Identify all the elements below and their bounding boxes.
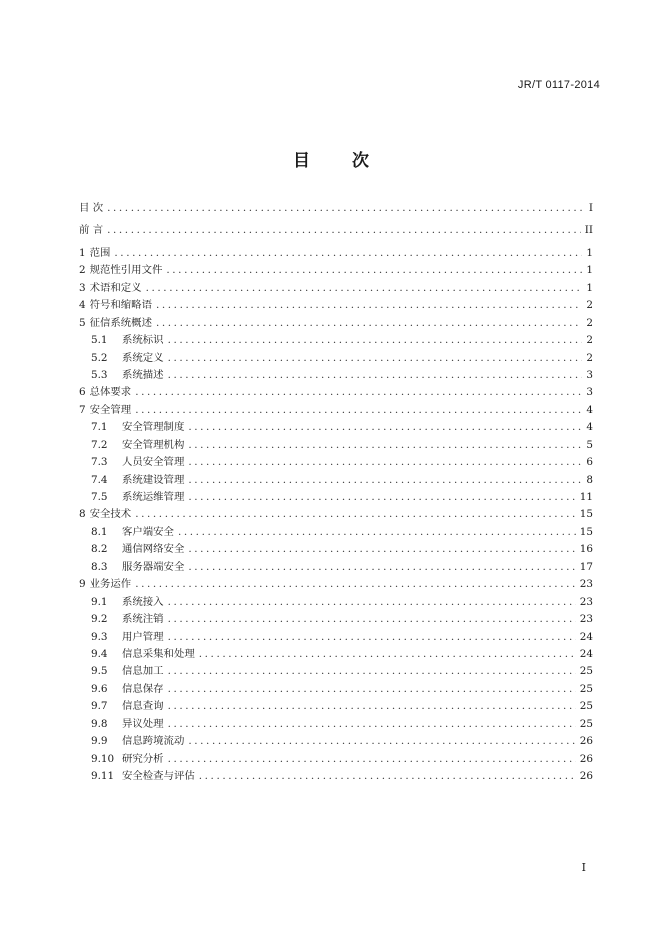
toc-entry-page: 3 xyxy=(586,368,593,381)
toc-entry[interactable] xyxy=(79,418,593,435)
toc-entry[interactable] xyxy=(79,261,593,278)
toc-entry[interactable] xyxy=(79,732,593,749)
toc-dot-leader xyxy=(107,202,585,214)
toc-entry-label: 范围 xyxy=(89,246,111,259)
toc-entry-number: 8.3 xyxy=(91,560,108,573)
toc-entry[interactable] xyxy=(79,366,593,383)
toc-entry[interactable] xyxy=(79,750,593,767)
toc-entry-label: 前 言 xyxy=(79,224,104,237)
toc-entry-page: 3 xyxy=(586,386,593,399)
toc-entry-number: 9.1 xyxy=(91,595,108,608)
toc-entry[interactable] xyxy=(79,488,593,505)
toc-entry-number: 9.9 xyxy=(91,735,108,748)
toc-dot-leader xyxy=(188,456,582,468)
toc-dot-leader xyxy=(168,369,583,381)
document-code: JR/T 0117-2014 xyxy=(517,79,600,91)
toc-entry-number: 9.11 xyxy=(91,770,115,782)
toc-dot-leader xyxy=(114,247,582,259)
toc-entry-number: 9 xyxy=(79,578,86,591)
toc-dot-leader xyxy=(188,421,582,433)
toc-entry[interactable] xyxy=(79,558,593,575)
toc-dot-leader xyxy=(188,491,575,503)
toc-entry-number: 9.6 xyxy=(91,682,108,695)
toc-entry-number: 9.2 xyxy=(91,613,108,626)
toc-entry-label: 符号和缩略语 xyxy=(89,299,152,312)
toc-entry-number: 7.3 xyxy=(91,456,108,469)
toc-dot-leader xyxy=(156,317,582,329)
toc-entry-label: 信息采集和处理 xyxy=(122,647,195,660)
toc-entry-page: 1 xyxy=(586,264,593,277)
toc-dot-leader xyxy=(107,224,581,236)
toc-entry-page: 15 xyxy=(579,525,593,538)
toc-entry-number: 8 xyxy=(79,508,86,521)
toc-dot-leader xyxy=(168,352,583,364)
toc-entry[interactable] xyxy=(79,680,593,697)
toc-entry-label: 系统标识 xyxy=(122,334,164,347)
toc-entry-label: 系统运维管理 xyxy=(122,491,185,503)
toc-dot-leader xyxy=(168,753,576,765)
toc-entry-number: 9.10 xyxy=(91,752,115,765)
toc-entry-label: 总体要求 xyxy=(89,386,132,399)
toc-entry[interactable] xyxy=(79,383,593,400)
toc-entry-label: 服务器端安全 xyxy=(122,560,185,573)
toc-entry-page: 4 xyxy=(586,403,593,416)
toc-entry-page: 1 xyxy=(586,246,593,259)
toc-entry[interactable] xyxy=(79,244,593,261)
toc-entry-page: 15 xyxy=(579,508,593,521)
toc-entry[interactable] xyxy=(79,697,593,714)
toc-entry-page: 25 xyxy=(579,700,593,713)
toc-entry[interactable] xyxy=(79,296,593,313)
toc-entry-number: 3 xyxy=(79,281,86,294)
toc-entry-number: 8.1 xyxy=(91,525,108,538)
toc-entry-page: 23 xyxy=(579,613,593,626)
toc-entry-page: II xyxy=(584,224,593,237)
toc-entry[interactable] xyxy=(79,540,593,557)
toc-entry-label: 术语和定义 xyxy=(89,281,142,294)
toc-entry-number: 7.5 xyxy=(91,491,108,503)
toc-entry-page: 5 xyxy=(586,438,593,451)
toc-entry[interactable] xyxy=(79,593,593,610)
toc-entry[interactable] xyxy=(79,610,593,627)
toc-dot-leader xyxy=(156,299,582,311)
toc-entry-label: 通信网络安全 xyxy=(122,543,185,556)
toc-entry-page: 4 xyxy=(586,421,593,434)
toc-entry-number: 5.1 xyxy=(91,334,108,347)
toc-entry-label: 安全管理机构 xyxy=(122,438,185,451)
toc-entry[interactable] xyxy=(79,471,593,488)
toc-entry-label: 安全管理 xyxy=(89,403,132,416)
toc-entry-number: 9.8 xyxy=(91,717,108,730)
toc-entry-page: 24 xyxy=(579,647,593,660)
toc-dot-leader xyxy=(168,631,576,643)
toc-entry-label: 系统描述 xyxy=(122,368,164,381)
toc-entry-page: 2 xyxy=(586,316,593,329)
toc-entry[interactable] xyxy=(79,199,593,216)
toc-dot-leader xyxy=(146,282,583,294)
page-title: 目 次 xyxy=(293,151,387,171)
toc-entry[interactable] xyxy=(79,575,593,592)
toc-entry-page: 26 xyxy=(579,735,593,748)
toc-entry[interactable] xyxy=(79,279,593,296)
toc-entry-label: 系统建设管理 xyxy=(122,473,185,486)
toc-entry-label: 异议处理 xyxy=(122,717,164,730)
toc-entry-label: 安全检查与评估 xyxy=(122,770,195,782)
toc-entry-page: 17 xyxy=(579,560,593,573)
toc-dot-leader xyxy=(188,474,582,486)
toc-dot-leader xyxy=(188,735,575,747)
toc-entry-label: 系统接入 xyxy=(122,595,164,608)
toc-dot-leader xyxy=(168,596,576,608)
toc-entry-label: 信息跨境流动 xyxy=(122,735,185,748)
toc-dot-leader xyxy=(168,665,576,677)
toc-entry[interactable] xyxy=(79,436,593,453)
toc-dot-leader xyxy=(168,613,576,625)
toc-entry-number: 7.1 xyxy=(91,421,108,434)
toc-dot-leader xyxy=(168,718,576,730)
toc-entry-label: 用户管理 xyxy=(122,630,164,643)
toc-dot-leader xyxy=(168,700,576,712)
toc-dot-leader xyxy=(135,386,582,398)
toc-entry-label: 安全管理制度 xyxy=(122,421,185,434)
toc-entry-page: 2 xyxy=(586,351,593,364)
toc-entry-page: 24 xyxy=(579,630,593,643)
toc-entry-label: 目 次 xyxy=(79,202,104,214)
toc-entry-label: 系统注销 xyxy=(122,613,164,626)
toc-dot-leader xyxy=(188,543,575,555)
toc-entry-page: 6 xyxy=(586,456,593,469)
toc-dot-leader xyxy=(178,526,576,538)
toc-entry-label: 规范性引用文件 xyxy=(89,264,163,277)
toc-dot-leader xyxy=(168,683,576,695)
toc-entry-number: 1 xyxy=(79,246,86,259)
toc-entry[interactable] xyxy=(79,715,593,732)
toc-entry[interactable] xyxy=(79,645,593,662)
toc-dot-leader xyxy=(199,770,576,782)
toc-entry-label: 系统定义 xyxy=(122,351,164,364)
toc-entry-page: 11 xyxy=(579,491,593,503)
toc-entry-page: 25 xyxy=(579,717,593,730)
toc-entry[interactable] xyxy=(79,331,593,348)
toc-entry-number: 9.7 xyxy=(91,700,108,713)
toc-entry-number: 4 xyxy=(79,299,86,312)
toc-entry-number: 9.3 xyxy=(91,630,108,643)
toc-dot-leader xyxy=(188,439,582,451)
toc-entry-number: 7.4 xyxy=(91,473,108,486)
toc-entry-label: 人员安全管理 xyxy=(122,456,185,469)
toc-entry-number: 6 xyxy=(79,386,86,399)
toc-entry[interactable] xyxy=(79,221,593,238)
toc-entry-page: 26 xyxy=(579,770,593,782)
table-of-contents xyxy=(79,199,593,784)
toc-entry-number: 5.3 xyxy=(91,368,108,381)
toc-entry-number: 9.4 xyxy=(91,647,108,660)
toc-entry-page: 2 xyxy=(586,334,593,347)
toc-entry-number: 5 xyxy=(79,316,86,329)
toc-entry-label: 信息加工 xyxy=(122,665,164,678)
toc-dot-leader xyxy=(135,404,582,416)
toc-entry-label: 业务运作 xyxy=(89,578,132,591)
toc-dot-leader xyxy=(199,648,576,660)
toc-entry-number: 7 xyxy=(79,403,86,416)
toc-dot-leader xyxy=(166,264,582,276)
toc-dot-leader xyxy=(188,561,575,573)
toc-entry-page: 8 xyxy=(586,473,593,486)
toc-entry-number: 2 xyxy=(79,264,86,277)
page-number: I xyxy=(581,861,586,874)
toc-entry[interactable] xyxy=(79,349,593,366)
toc-entry-page: 25 xyxy=(579,665,593,678)
toc-entry-page: 16 xyxy=(579,543,593,556)
toc-entry-label: 信息查询 xyxy=(122,700,164,713)
toc-entry-page: 23 xyxy=(579,595,593,608)
toc-entry[interactable] xyxy=(79,767,593,784)
toc-entry-number: 9.5 xyxy=(91,665,108,678)
toc-entry-page: 23 xyxy=(579,578,593,591)
toc-entry-page: 26 xyxy=(579,752,593,765)
toc-entry[interactable] xyxy=(79,523,593,540)
toc-entry-number: 7.2 xyxy=(91,438,108,451)
toc-entry[interactable] xyxy=(79,628,593,645)
toc-dot-leader xyxy=(135,578,576,590)
toc-entry[interactable] xyxy=(79,453,593,470)
toc-entry-label: 信息保存 xyxy=(122,682,164,695)
toc-entry[interactable] xyxy=(79,662,593,679)
toc-entry-number: 5.2 xyxy=(91,351,108,364)
toc-entry-number: 8.2 xyxy=(91,543,108,556)
toc-entry-label: 征信系统概述 xyxy=(89,316,152,329)
toc-dot-leader xyxy=(168,334,583,346)
toc-entry-page: 1 xyxy=(586,281,593,294)
toc-entry[interactable] xyxy=(79,505,593,522)
toc-entry-page: 2 xyxy=(586,299,593,312)
toc-entry[interactable] xyxy=(79,401,593,418)
toc-entry[interactable] xyxy=(79,314,593,331)
toc-entry-label: 客户端安全 xyxy=(122,525,174,538)
toc-entry-page: 25 xyxy=(579,682,593,695)
toc-entry-label: 安全技术 xyxy=(89,508,132,521)
toc-entry-page: I xyxy=(588,202,593,214)
toc-entry-label: 研究分析 xyxy=(122,752,164,765)
toc-dot-leader xyxy=(135,508,576,520)
